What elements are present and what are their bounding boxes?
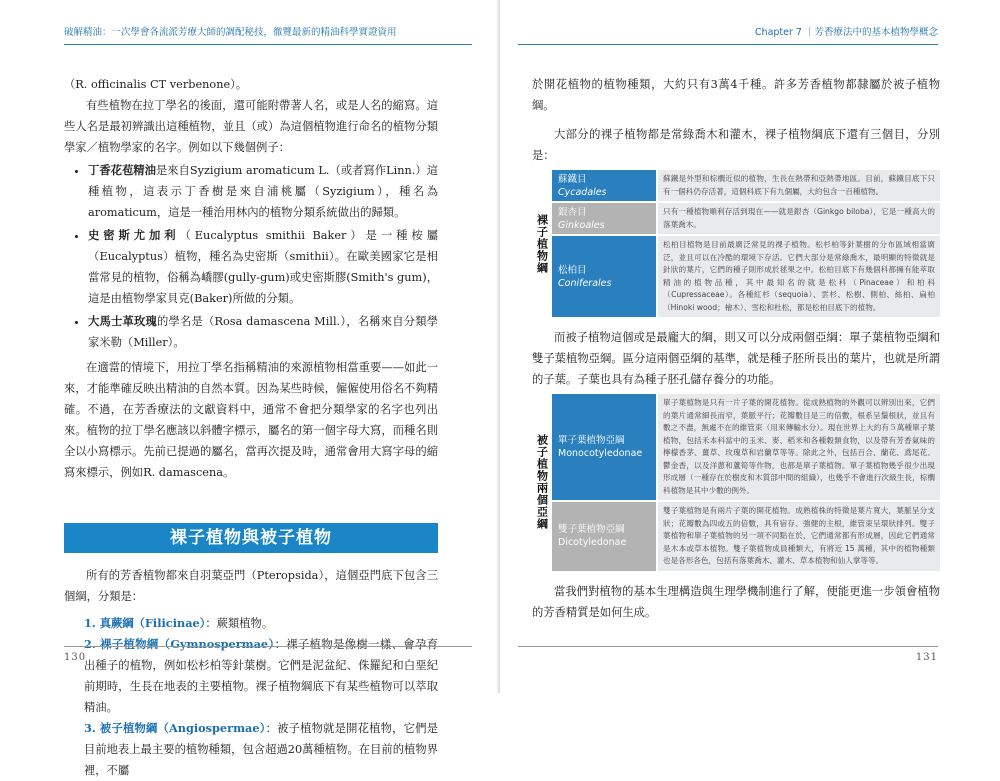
left-header bbox=[64, 24, 472, 45]
gymnosperm-intro: 大部分的裸子植物都是常綠喬木和灌木，裸子植物綱底下還有三個目，分別是： bbox=[532, 128, 940, 162]
left-page-body bbox=[64, 74, 438, 781]
class-label: 2. 裸子植物綱（Gymnospermae） bbox=[84, 637, 275, 651]
list-item bbox=[88, 225, 438, 309]
list-item bbox=[88, 160, 438, 223]
order-description: 蘇鐵是外型和棕櫚近似的植物，生長在熱帶和亞熱帶地區。目前，蘇鐵目底下只有一個科仍存活著，這個科底下有九個屬，大約包含一百種植物。 bbox=[658, 170, 940, 201]
table-row bbox=[552, 394, 940, 500]
class-text: ：裸子植物是像樹一樣、會孕育出種子的植物，例如松杉柏等針葉樹。它們是泥盆紀、侏羅紀和白堊紀前期時，生長在地表的主要植物。裸子植物綱底下有某些植物可以萃取精油。 bbox=[84, 638, 438, 714]
angiosperm-intro: 而被子植物這個或是最龐大的綱，則又可以分成兩個亞綱：單子葉植物亞綱和雙子葉植物亞綱。區分這兩個亞綱的基準，就是種子胚所長出的葉片，也就是所謂的子葉。子葉也具有為種子胚孔儲存養分的功能。 bbox=[532, 331, 940, 386]
division-paragraph: 所有的芳香植物都來自羽葉亞門（Pteropsida），這個亞門底下包含三個綱，分類是： bbox=[64, 569, 438, 603]
continued-paragraph: 於開花植物的植物種類，大約只有3萬4千種。許多芳香植物都隸屬於被子植物綱。 bbox=[532, 78, 940, 112]
example-text: 的學名是（Rosa damascena Mill.），名稱來自分類學家米勒（Miller）。 bbox=[88, 315, 438, 349]
table-rows bbox=[552, 170, 940, 317]
right-page-body bbox=[532, 74, 940, 623]
latin-name-paragraph: 在適當的情境下，用拉丁學名指稱精油的來源植物相當重要——如此一來，才能準確反映出精油的自然本質。因為某些時候，僱僱使用俗名不夠精確。不過，在芳香療法的文獻資料中，通常不會把分類學家的名字也列出來。植物的拉丁學名應該以斜體字標示，屬名的第一個字母大寫，而種名則全以小寫標示。先前已提過的屬名，當再次提及時，通常會用大寫字母的縮寫來標示，例如R. damascena。 bbox=[64, 361, 438, 479]
order-name-zh: 松柏目 bbox=[558, 264, 587, 276]
class-label: 3. 被子植物綱（Angiospermae） bbox=[84, 721, 266, 735]
footer-rule bbox=[64, 646, 472, 647]
botanist-examples-list bbox=[64, 160, 438, 353]
class-text: ：蕨類植物。 bbox=[205, 617, 274, 630]
right-header bbox=[518, 24, 938, 45]
book-title-header: 破解精油：一次學會各流派芳療大師的調配秘技，徹覽最新的精油科學實證資用 bbox=[64, 27, 397, 38]
subclass-description: 雙子葉植物是有兩片子葉的開花植物。成熟植株的特徵是葉片寬大，葉脈呈分支狀；花瓣數為四或五的倍數，具有宿存、強健的主根，維管束呈環狀排列。雙子葉植物和單子葉植物的另一項不同點在於，它們通常都有形成層，因此它們通常是木本或草本植物。雙子葉植物成員種類大，有將近 15 萬種，其中的植物種類也是各形各色，包括有落葉喬木、灌木、草本植物和仙人掌等等。 bbox=[658, 502, 940, 571]
table-rows bbox=[552, 394, 940, 571]
table-row bbox=[552, 236, 940, 317]
plant-class-list bbox=[64, 613, 438, 781]
subclass-name-latin: Monocotyledonae bbox=[558, 448, 643, 459]
example-name: 大馬士革玫瑰 bbox=[88, 314, 157, 328]
order-name-cell bbox=[552, 170, 656, 201]
section-heading: 裸子植物與被子植物 bbox=[64, 523, 438, 553]
list-item bbox=[84, 718, 438, 781]
closing-paragraph: 當我們對植物的基本生理構造與生理學機制進行了解，便能更進一步領會植物的芳香精質是如何生成。 bbox=[532, 584, 940, 619]
example-text: 是來自Syzigium aromaticum L.（或者寫作Linn.）這種植物，這表示丁香樹是來自浦桃屬（Syzigium），種名為aromaticum，這是一種治用林內的植物分類系統做出的歸類。 bbox=[88, 164, 438, 219]
example-name: 史密斯尤加利 bbox=[88, 228, 180, 242]
list-item bbox=[88, 311, 438, 353]
subclass-description: 單子葉植物是只有一片子葉的開花植物。從成熟植物的外觀可以辨別出來，它們的葉片通常細長而窄，葉脈平行；花瓣數目是三的倍數，根系呈鬚根狀，並且有數之不盡，無處不在的維管束（用來傳輸水分）。現在世界上大約有５萬種單子葉植物，包括禾本科當中的玉米、麥、稻米和各種穀類食物，以及帶有芳香氣味的檸檬香茅、薑草、玫瑰草和岩蘭草等等。除此之外，包括百合、蘭花、鳶尾花、鬱金香，以及洋蔥和蘆筍等作物，也都是單子葉植物。單子葉植物幾乎很少出現形成層（一種存在於樹皮和木質部中間的組織），也幾乎不會進行次級生長，棕櫚科植物是其中少數的例外。 bbox=[658, 394, 940, 500]
page-number: 131 bbox=[915, 652, 938, 663]
table-row bbox=[552, 170, 940, 201]
class-label: 1. 真蕨綱（Filicinae） bbox=[84, 616, 206, 630]
order-name-latin: Ginkoales bbox=[558, 219, 605, 231]
table-row bbox=[552, 502, 940, 571]
right-page bbox=[500, 0, 1000, 693]
subclass-name-latin: Dicotyledonae bbox=[558, 537, 627, 549]
page-number: 130 bbox=[64, 652, 87, 663]
subclass-name-zh: 雙子葉植物亞綱 bbox=[558, 524, 625, 536]
angiosperm-subclass-table bbox=[532, 394, 940, 571]
subclass-name-cell bbox=[552, 502, 656, 571]
example-name: 丁香花苞精油 bbox=[88, 163, 156, 177]
left-page bbox=[0, 0, 500, 777]
order-name-zh: 蘇鐵目 bbox=[558, 173, 587, 185]
order-name-latin: Coniferales bbox=[558, 277, 612, 289]
footer-rule bbox=[518, 646, 938, 647]
intro-paragraph: 有些植物在拉丁學名的後面，還可能附帶著人名，或是人名的縮寫。這些人名是最初辨識出這種植物，並且（或）為這個植物進行命名的植物分類學家／植物學家的名字。例如以下幾個例子： bbox=[64, 99, 438, 154]
order-name-cell bbox=[552, 203, 656, 234]
class-text: ：被子植物就是開花植物，它們是目前地表上最主要的植物種類，包含超過20萬種植物。在目前的植物界裡，不屬 bbox=[84, 722, 438, 777]
verbenone-line: （R. officinalis CT verbenone）。 bbox=[64, 78, 248, 91]
order-description: 只有一種植物順利存活到現在——就是銀杏（Ginkgo biloba），它是一種高大的落葉喬木。 bbox=[658, 203, 940, 234]
order-description: 松柏目植物是目前最廣泛常見的裸子植物。松杉柏等針葉樹的分布區域相當廣泛，並且可以在冷酷的環境下存活。它們大部分是常綠喬木，最明顯的特徵就是針狀的葉片，它們的種子則形成於毬果之中。松柏目底下有幾個科都擁有能萃取精油的植物品種，其中最知名的就是松科（Pinaceae）和柏科（Cupressaceae）。各種紅杉（sequoia）、雲杉、松樹、側柏、絲柏、扁柏（Hinoki wood；檜木）、雪松和杜松，都是松柏目底下的植物。 bbox=[658, 236, 940, 317]
subclass-name-zh: 單子葉植物亞綱 bbox=[558, 435, 625, 446]
order-name-cell bbox=[552, 236, 656, 317]
subclass-name-cell bbox=[552, 394, 656, 500]
order-name-zh: 銀杏目 bbox=[558, 206, 587, 218]
table-row bbox=[552, 203, 940, 234]
chapter-title-header: Chapter 7 ｜芳香療法中的基本植物學概念 bbox=[754, 27, 938, 38]
table-side-label: 裸子植物綱 bbox=[535, 213, 549, 274]
table-side-label: 被子植物兩個亞綱 bbox=[535, 434, 549, 531]
example-text: （Eucalyptus smithii Baker）是一種桉屬（Eucalyptus）植物，種名為史密斯（smithii）。在歐美國家它是相當常見的植物，俗稱為嶠膠(gully-gum)或史密斯膠(Smith's gum)，這是由植物學家貝克(Baker)所做的分類。 bbox=[88, 229, 438, 305]
list-item bbox=[84, 613, 438, 634]
order-name-latin: Cycadales bbox=[558, 186, 607, 198]
gymnosperm-orders-table bbox=[532, 170, 940, 317]
